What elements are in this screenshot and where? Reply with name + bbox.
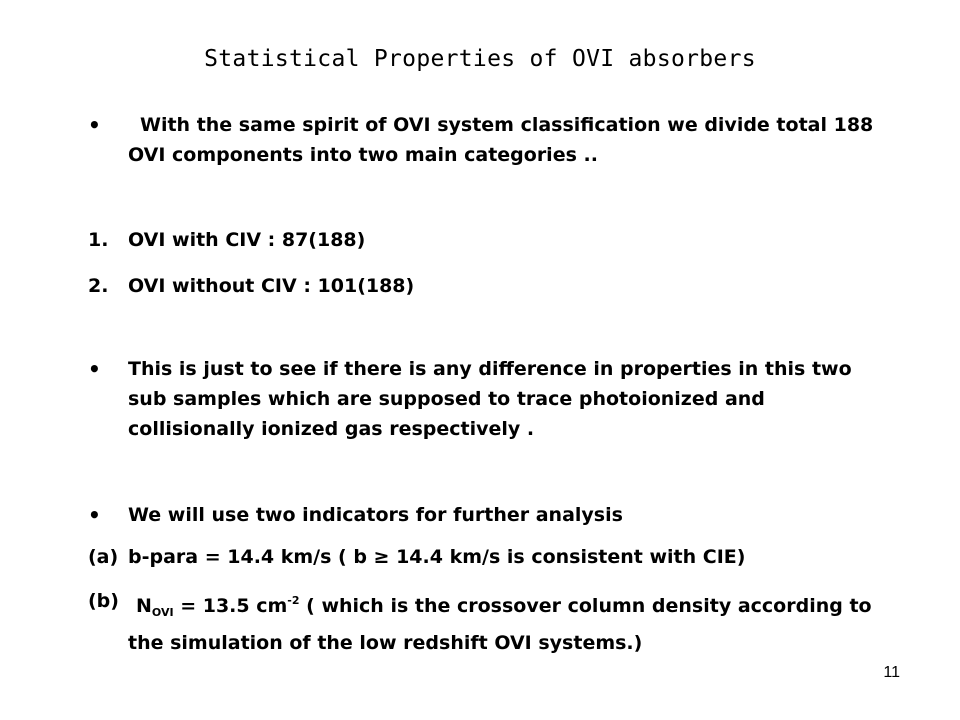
bullet-indicators [88,500,888,530]
unit-exponent: -2 [287,594,300,607]
indicator-a-text: b-para = 14.4 km/s ( b ≥ 14.4 km/s is consistent with CIE) [128,546,746,568]
n-subscript: OVI [151,606,174,619]
list-item-text: OVI with CIV : 87(188) [128,229,366,251]
bullet-purpose [88,354,888,444]
list-marker: 1. [88,229,109,251]
numbered-list [88,225,888,301]
page-number: 11 [883,664,900,681]
bullet-purpose-text: This is just to see if there is any difference in properties in this two sub samples which are supposed to trace photoionized and collisionally ionized gas respectively . [128,358,852,440]
item-marker: (a) [88,546,119,568]
bullet-icon: • [88,503,101,527]
bullet-icon: • [88,357,101,381]
indicator-b-text: ( which is the crossover column density according to the simulation of the low redshift OVI systems.) [128,595,872,654]
list-marker: 2. [88,275,109,297]
bullet-intro-text: With the same spirit of OVI system classification we divide total 188 OVI components into two main categories .. [128,114,874,166]
bullet-indicators-text: We will use two indicators for further analysis [128,504,623,526]
indicator-a [88,542,888,572]
list-item-text: OVI without CIV : 101(188) [128,275,415,297]
bullet-intro [88,110,888,170]
slide-title: Statistical Properties of OVI absorbers [204,46,756,72]
n-value: = 13.5 cm [180,595,288,617]
list-item [88,225,888,255]
indicator-b [88,586,888,658]
item-marker: (b) [88,590,119,612]
n-symbol: N [136,595,152,617]
list-item [88,271,888,301]
bullet-icon: • [88,113,101,137]
